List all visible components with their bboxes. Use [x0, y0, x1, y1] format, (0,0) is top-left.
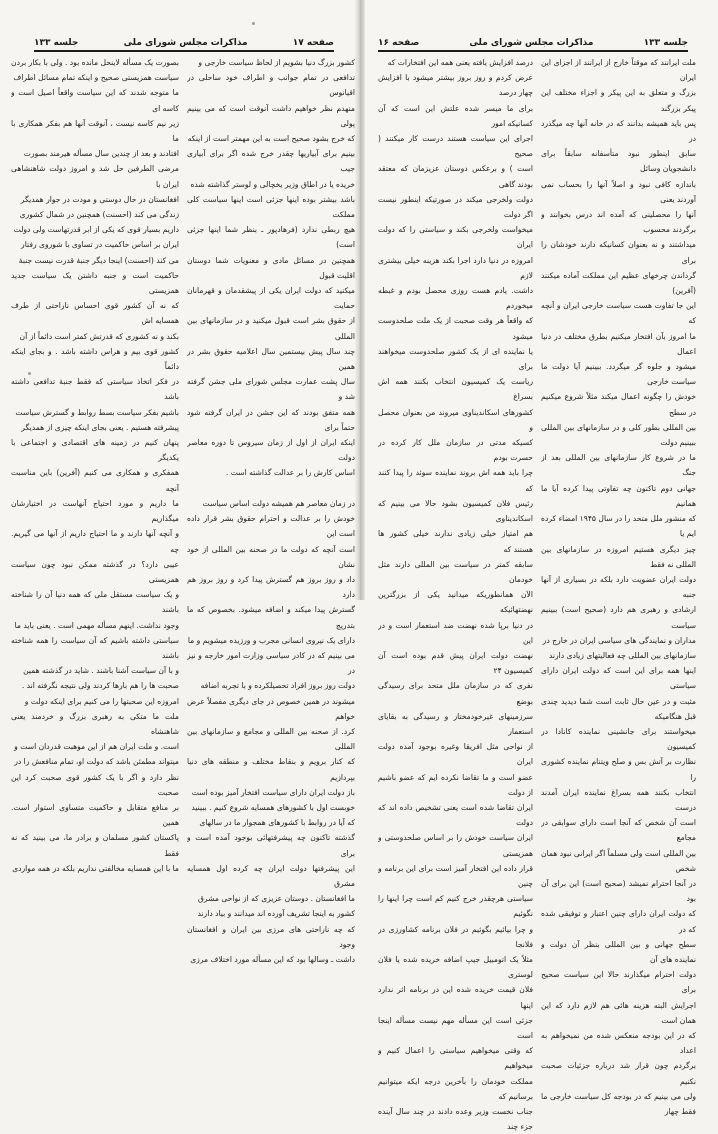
text-line: که منشور ملل متحد را در سال ۱۹۴۵ امضاء کرده ایم یا: [541, 514, 696, 539]
text-line: برگردم چون قرار شد درباره جزئیات صحبت نکنیم: [541, 1061, 696, 1086]
text-line: نظارت بر آتش بس و صلح ویتنام نماینده کشوری را: [541, 757, 696, 782]
text-column-right: [541, 55, 696, 1134]
text-line: کشورهای اسکاندیناوی میروند من بعنوان محصل و: [378, 407, 533, 432]
text-line: بینیم برای آبیاریها چقدر خرج شده اگر برای آبیاری جیب: [187, 149, 355, 174]
text-line: همچنین در مسائل مادی و معنویات شما دوستان اقلیت قبول: [187, 255, 355, 280]
text-line: اجرای این سیاست هستند درست کار میکنند ( صحیح: [378, 134, 533, 159]
text-line: دولت روز بروز افراد تحصیلکرده و با تجربه اضافه: [200, 681, 355, 691]
scan-speck: [252, 22, 255, 25]
left-page: [0, 0, 360, 964]
text-line: جناب نخست وزیر وعده دادند در چند سال آینده جزء چند: [378, 1107, 533, 1132]
text-line: سیاست همزیستی صحیح و اینکه تمام مسائل اطراف: [13, 73, 179, 83]
text-line: بین المللی است ولی مسلماً اگر ایرانی نبود همان شخص: [541, 848, 696, 873]
text-line: داد و روز بروز هم گسترش پیدا کرد و روز بروز هم دارد: [187, 574, 355, 600]
text-line: در دنیا برپا شده نهضت ضد استعمار است و در این: [378, 620, 533, 645]
scan-speck: [28, 372, 31, 375]
text-line: است. و ملت ایران هم از این موهبت قدردان است و: [14, 742, 179, 752]
text-line: سیاستی داشته باشیم که آن سیاست را همه شناخته باشند: [11, 635, 179, 660]
text-line: در آنجا احترام نمیشد (صحیح است) این برای آن بود: [541, 878, 696, 904]
text-line: سال پشت عمارت مجلس شورای ملی جشن گرفته شد و: [187, 377, 355, 402]
text-line: که واقعاً هر وقت صحبت از یک ملت صلحدوست میشود: [378, 316, 533, 341]
text-line: اجرایش البته هزینه هائی هم لازم دارد که این همان است: [541, 1000, 696, 1025]
text-line: حاکمیت است و جنبه داشتن یک سیاست جدید همزیستی: [11, 270, 179, 296]
right-page: [360, 0, 718, 1132]
text-line: کرد. از صحنه بین المللی و مجامع و سازمانهای بین المللی: [187, 726, 355, 752]
text-line: هم امتیاز خیلی زیادی ندارند خیلی کشور ها هستند که: [378, 529, 533, 554]
text-line: نهضت دولت ایران پیش قدم بوده است آن کمیسیون ۲۴: [378, 650, 533, 676]
text-line: مملکت خودمان را بآخرین درجه ایکه میتوانیم برسانیم که: [378, 1076, 533, 1101]
text-line: کشور به اینجا تشریف آورده اند میدانند و بیاد دارند: [197, 909, 355, 919]
text-line: [187, 481, 355, 496]
text-line: گرداندن چرخهای عظیم این مملکت آماده میکنند (آفرین): [541, 270, 696, 296]
text-line: دارای یک نیروی انسانی مجرب و ورزیده میشویم و ما: [187, 635, 355, 645]
text-line: باندازه کافی نبود و اصلاً آنها را بحساب نمی آوردند یعنی: [541, 179, 696, 204]
text-line: چند سال پیش بیستمین سال اعلامیه حقوق بشر در همین: [187, 346, 355, 372]
text-line: نظر دارد و اگر با یک کشور قوی صحبت کرد این صحبت: [11, 772, 179, 797]
text-line: باشد بیشتر بوده اینها جزئی است اینها سیاست کلی مملکت: [187, 194, 355, 220]
text-line: امروزه این صحبتها را می کنیم برای اینکه دولت و: [24, 696, 179, 706]
text-line: بزرگ و متعلق به این پیکر و اجزاء مختلف این پیکر بزرگند: [541, 88, 696, 113]
text-line: میخواستند برای جانشینی نماینده کانادا در کمیسیون: [541, 726, 696, 752]
text-line: چرا باید همه اش بروند نماینده سوئد را پیدا کنند که: [378, 468, 533, 493]
text-line: ایران تقاضا شده است یعنی تشخیص داده اند که دولت: [378, 802, 533, 828]
text-line: سابقه کمتر در سیاست بین المللی دارند مثل خودمان: [378, 559, 533, 584]
text-line: عیبی دارد؟ در گذشته ممکن نبود چون سیاست همزیستی: [11, 559, 179, 584]
text-line: داشت. یادم هست روزی محصل بودم و غبطه میخوردم: [378, 286, 533, 311]
header-rule: [378, 50, 688, 52]
text-line: سازمانهای بین المللی چه فعالیتهای زیادی دارند: [548, 650, 696, 660]
text-line: که دولت ایران دارای چنین اعتبار و توفیقی شده که در: [541, 909, 696, 934]
text-line: مداران و نمایندگی های سیاسی ایران در خارج در: [542, 635, 696, 645]
text-line: سیاستی هرچقدر خرج کنیم کم است چرا اینها را نگوئیم: [378, 894, 533, 919]
text-line: میخواست ولخرجی بکند و سیاستی را که دولت ایران: [378, 225, 533, 250]
text-line: که کنار برویم و بنقاط مختلف و منطقه های دنیا بپردازیم: [187, 757, 355, 782]
text-line: خریده یا در اطاق وزیر یخچالی و لوستر گذاشته شده: [190, 179, 355, 189]
text-line: اینها همه برای این است که دولت ایران دارای سیاستی: [541, 666, 696, 691]
text-line: پنهان کنیم در زمینه های اقتصادی و اجتماعی با یکدیگر: [11, 438, 179, 463]
text-column-left: [378, 55, 533, 1134]
text-line: مرضی الطرفین حل شد و امروز دولت شاهنشاهی ایران با: [11, 164, 179, 189]
text-line: پاکستان کشور مسلمان و برادر ما، می بینید که نه فقط: [11, 833, 179, 858]
text-line: ما با این همسایه مخالفتی نداریم بلکه در همه مواردی: [12, 863, 179, 873]
text-line: همفکری و همکاری می کنیم (آفرین) باین مناسبت آنچه: [11, 468, 179, 493]
text-line: زیر نیم کاسه نیست ، آنوقت آنها هم بفکر همکاری با ما: [11, 118, 179, 144]
text-line: جهانی دوم تاکنون چه تفاوتی پیدا کرده آیا ما همانیم: [541, 483, 696, 508]
text-line: دولت احترام میگذارند حالا این سیاست صحیح برای: [541, 970, 696, 995]
text-line: کسیکه مدتی در سازمان ملل کار کرده در حسرت بودم: [378, 438, 533, 463]
text-line: و یک سیاست مستقل ملی که همه دنیا آن را شناخته باشند: [11, 590, 179, 615]
text-line: پس باید همیشه بدانند که در خانه آنها چه میگذرد در: [541, 118, 696, 144]
text-line: عضو است و ما تقاضا نکرده ایم که عضو باشیم از دولت: [378, 772, 533, 797]
session-number: جلسه ۱۳۳: [643, 38, 688, 48]
text-line: که نه آن کشور قوی احساس ناراحتی از طرف همسایه اش: [11, 301, 179, 326]
text-line: پیشرفته هستیم . یعنی بجای اینکه چیزی از همدیگر: [21, 422, 179, 432]
text-line: اساس کارش را بر عدالت گذاشته است .: [225, 468, 355, 478]
page-number: صفحه ۱۷: [292, 38, 334, 48]
page-number: صفحه ۱۶: [378, 38, 420, 48]
text-line: است ) و برعکس دوستان عزیزمان که معتقد بودند گاهی: [378, 164, 533, 189]
text-line: ولی می بینیم که در بودجه کل سیاست خارجی ما فقط چهار: [541, 1091, 696, 1117]
text-line: ما داریم و مورد احتیاج آنهاست در اختیارشان میگذاریم: [11, 498, 179, 524]
text-line: میکنید که دولت ایران یکی از پیشقدمان و قهرمانان حمایت: [187, 286, 355, 311]
text-line: قرار داده این افتخار آمیز است برای این برنامه و چنین: [378, 863, 533, 888]
text-line: ما متوجه شدند که این سیاست واقعاً اصیل است و کاسه ای: [11, 88, 179, 113]
text-line: باشیم بفکر سیاست بسط روابط و گسترش سیاست: [15, 407, 179, 417]
text-line: که وقتی میخواهیم سیاستی را اعمال کنیم و میخواهیم: [378, 1046, 533, 1071]
text-line: و چرا بیائیم بگوئیم در فلان برنامه کشاورزی در فلانجا: [378, 924, 533, 949]
text-line: سابق اینطور نبود متأسفانه سابقاً برای دانشجویان وسائل: [541, 149, 696, 174]
text-line: رئیس فلان کمیسیون بشود حالا می بینیم که اسکاندیناوی: [378, 498, 533, 524]
text-line: ایران سیاست خودش را بر اساس صلحدوستی و همزیستی: [378, 833, 533, 858]
text-line: در زمان معاصر هم همیشه دولت اساس سیاست: [202, 498, 355, 508]
text-line: خوبست اول با کشورهای همسایه شروع کنیم . ببینید: [191, 802, 355, 812]
text-line: ما در شروع کار سازمانهای بین المللی بعد از جنگ: [541, 453, 696, 478]
text-line: بکند و نه کشوری که قدرتش کمتر است دائماً از آن: [19, 331, 179, 341]
text-line: داشت ـ وسالها بود که این مسأله مورد اختلاف مرزی: [190, 954, 355, 964]
text-line: این جا تفاوت هست سیاست خارجی ایران و آنچه که: [541, 301, 696, 326]
running-title: مذاکرات مجلس شورای ملی: [469, 38, 594, 48]
text-line: می بینیم که در کادر سیاسی وزارت امور خارجه و نیز در: [187, 650, 355, 676]
text-line: این پیشرفتها دولت ایران چه کرده اول همسایه مشرق: [187, 863, 355, 888]
text-column-right: [187, 55, 355, 967]
text-line: همه متفق بودند که این جشن در ایران گرفته شود حتماً برای: [187, 407, 355, 432]
text-line: امروزه در دنیا دارد اجرا بکند هزینه خیلی بیشتری لازم: [378, 255, 533, 280]
text-line: میشود و جلوه گر میگردد. ببینیم آیا دولت ما سیاست خارجی: [541, 362, 696, 387]
text-line: وجود نداشت. اینهم مسأله مهمی است . یعنی باید ما: [14, 620, 179, 630]
text-line: سطح جهانی و بین المللی بنظر آن دولت و نماینده های آن: [541, 939, 696, 964]
text-line: میشوند در همین خصوص در جای دیگری مفصلاً عرض خواهم: [187, 696, 355, 721]
text-line: ریاست یک کمیسیون انتخاب بکنند همه اش بسراغ: [378, 377, 533, 402]
text-line: درصد افزایش یافته یعنی همه این افتخارات که: [387, 58, 533, 67]
text-line: از نواحی مثل افریقا وغیره بوجود آمده دولت ایران: [378, 742, 533, 767]
text-line: خودش را چگونه اعمال میکند مثلاً شروع میکنیم در سطح: [541, 392, 696, 417]
text-line: عرض کردم و روز بروز بیشتر میشود با افزایش چهار درصد: [378, 73, 533, 98]
text-line: دولت ایران عضویت دارد بلکه در بسیاری از آنها جنبه: [541, 574, 696, 600]
text-line: زندگی می کند (احسنت) همچنین در شمال کشوری: [19, 210, 179, 220]
text-line: گسترش پیدا میکند و اضافه میشود. بخصوص که ما بتدریج: [187, 605, 355, 630]
text-line: الآن همانطوریکه میدانید یکی از بزرگترین نهضتهائیکه: [378, 590, 533, 615]
text-line: که چه ناراحتی های مرزی بین ایران و افغانستان وجود: [187, 924, 355, 949]
text-line: داریم بسیار قوی که یکی از ابر قدرتهاست ولی دولت: [13, 225, 179, 235]
text-line: افغانستان در حال دوستی و مودت در جوار همدیگر: [20, 194, 179, 204]
text-line: منهدم نظر خواهیم داشت آنوقت است که می بینیم پولی: [187, 103, 355, 128]
text-line: ما امروز بآن افتخار میکنیم بطرق مختلف در دنیا اعمال: [541, 331, 696, 356]
session-number: جلسه ۱۳۳: [34, 38, 79, 48]
text-line: ما افغانستان . دوستان عزیزی که از نواحی مشرق: [197, 894, 355, 904]
text-line: بر منافع متقابل و حاکمیت متساوی استوار است. همین: [11, 802, 179, 828]
text-line: آنها را محصلینی که آمده اند درس بخوانند و برگردند محسوب: [541, 210, 696, 235]
text-line: که آیا در روابط با کشورهای همجوار ما در سالهای: [199, 818, 355, 828]
text-column-left: [11, 55, 179, 967]
text-line: و آنچه آنها دارند و ما احتیاج داریم از آنها می گیریم. چه: [11, 529, 179, 554]
text-line: و با آن سیاست آشنا باشند . شاید در گذشته همین: [23, 666, 179, 676]
running-title: مذاکرات مجلس شورای ملی: [123, 38, 248, 48]
text-line: نفری که در سازمان ملل متحد برای رسیدگی بوضع: [378, 681, 533, 706]
text-line: جزئی است این مسأله مهم نیست مسأله اینجا است: [378, 1015, 533, 1040]
text-line: برای ما میسر شده علتش این است که آن کسانیکه امور: [378, 103, 533, 128]
text-line: کشور بزرگ دنیا بشویم از لحاظ سیاست خارجی و: [198, 58, 355, 67]
text-line: که در این بودجه منعکس شده من نمیخواهم به اعداد: [541, 1031, 696, 1056]
text-line: که خرج بشود صحیح است به این مهمتر است از اینکه: [187, 134, 355, 144]
text-line: ایران بر اساس حاکمیت در تساوی با شوروی رفتار: [21, 240, 179, 250]
text-line: کشور قوی بیم و هراس داشته باشد . و بجای اینکه دائماً: [11, 346, 179, 372]
text-line: در فکر اتخاذ سیاستی که فقط جنبهٔ تدافعی داشته باشد: [11, 377, 179, 402]
text-line: دولت ولخرجی میکند در صورتیکه اینطور نیست اگر دولت: [378, 194, 533, 220]
text-line: هیچ ربطی ندارد (فرهادپور ـ بنظر شما اینها جزئی است): [187, 225, 355, 250]
text-line: صحبت ها را هم بارها کردند ولی نتیجه نگرفته اند .: [21, 681, 179, 691]
text-line: میتواند مطمئن باشد که دولت او، تمام منافعش را در: [14, 757, 179, 767]
text-line: اینکه ایران از اول از زمان سیروس تا دوره معاصر دولت: [187, 438, 355, 463]
text-line: ارشادی و رهبری هم دارد (صحیح است) ببینیم سیاست: [541, 605, 696, 630]
text-line: است آنچه که دولت ما در صحنه بین المللی از خود نشان: [187, 544, 355, 569]
text-line: خودش را بر عدالت و احترام حقوق بشر قرار داده است این: [187, 514, 355, 539]
left-page-columns: [10, 55, 355, 967]
right-page-header: [378, 34, 688, 48]
text-line: از حقوق بشر است قبول میکنید و در سازمانهای بین المللی: [187, 316, 355, 341]
book-gutter: [355, 0, 365, 600]
text-line: سرزمینهای غیرخودمختار و رسیدگی به بقایای استعمار: [378, 711, 533, 736]
text-line: باز دولت ایران دارای سیاست افتخار آمیز بوده است: [191, 787, 355, 797]
text-line: تدافعی در تمام جوانب و اطراف خود ساحلی در اقیانوس: [187, 73, 355, 98]
text-line: میداشتند و نه بعنوان کسانیکه دارند خودشان را برای: [541, 240, 696, 265]
text-line: چیز دیگری هستیم امروزه در سازمانهای بین المللی نه فقط: [541, 544, 696, 569]
text-line: می کند (احسنت) اینجا دیگر جنبهٔ قدرت نیست جنبهٔ: [18, 255, 179, 265]
left-page-header: [34, 34, 334, 48]
text-line: ملت ایرانند که موقتاً خارج از ایرانند از اجزای این ایران: [541, 58, 696, 83]
text-line: افتادند و بعد از چندین سال مسأله هیرمند بصورت: [23, 149, 179, 159]
text-line: بصورت یک مسأله لاینحل مانده بود . ولی با بکار بردن: [11, 58, 179, 67]
text-line: ملت ما متکی به رهبری بزرگ و خردمند یعنی شاهنشاه: [11, 711, 179, 736]
right-page-columns: [378, 55, 696, 1134]
text-line: فلان قیمت خریده شده این در برنامه اثر ندارد اینها: [378, 985, 533, 1010]
text-line: گذشته تاکنون چه پیشرفتهائی بوجود آمده است و برای: [187, 833, 355, 858]
header-rule: [34, 50, 334, 52]
text-line: بین المللی بطور کلی و در سازمانهای بین المللی ببینیم دولت: [541, 422, 696, 448]
text-line: مثلاً یک اتومبیل جیپ اضافه خریده شده یا فلان لوستری: [378, 954, 533, 980]
text-line: یا نماینده ای از یک کشور صلحدوست میخواهند برای: [378, 346, 533, 372]
text-line: مثبت و در عین حال ثابت است شما دیدید چندی قبل هنگامیکه: [541, 696, 696, 721]
text-line: است آن شخص که آنجا است دارای سوابقی در مجامع: [541, 818, 696, 843]
text-line: انتخاب بکنند همه بسراغ نماینده ایران آمدند درست: [541, 787, 696, 812]
